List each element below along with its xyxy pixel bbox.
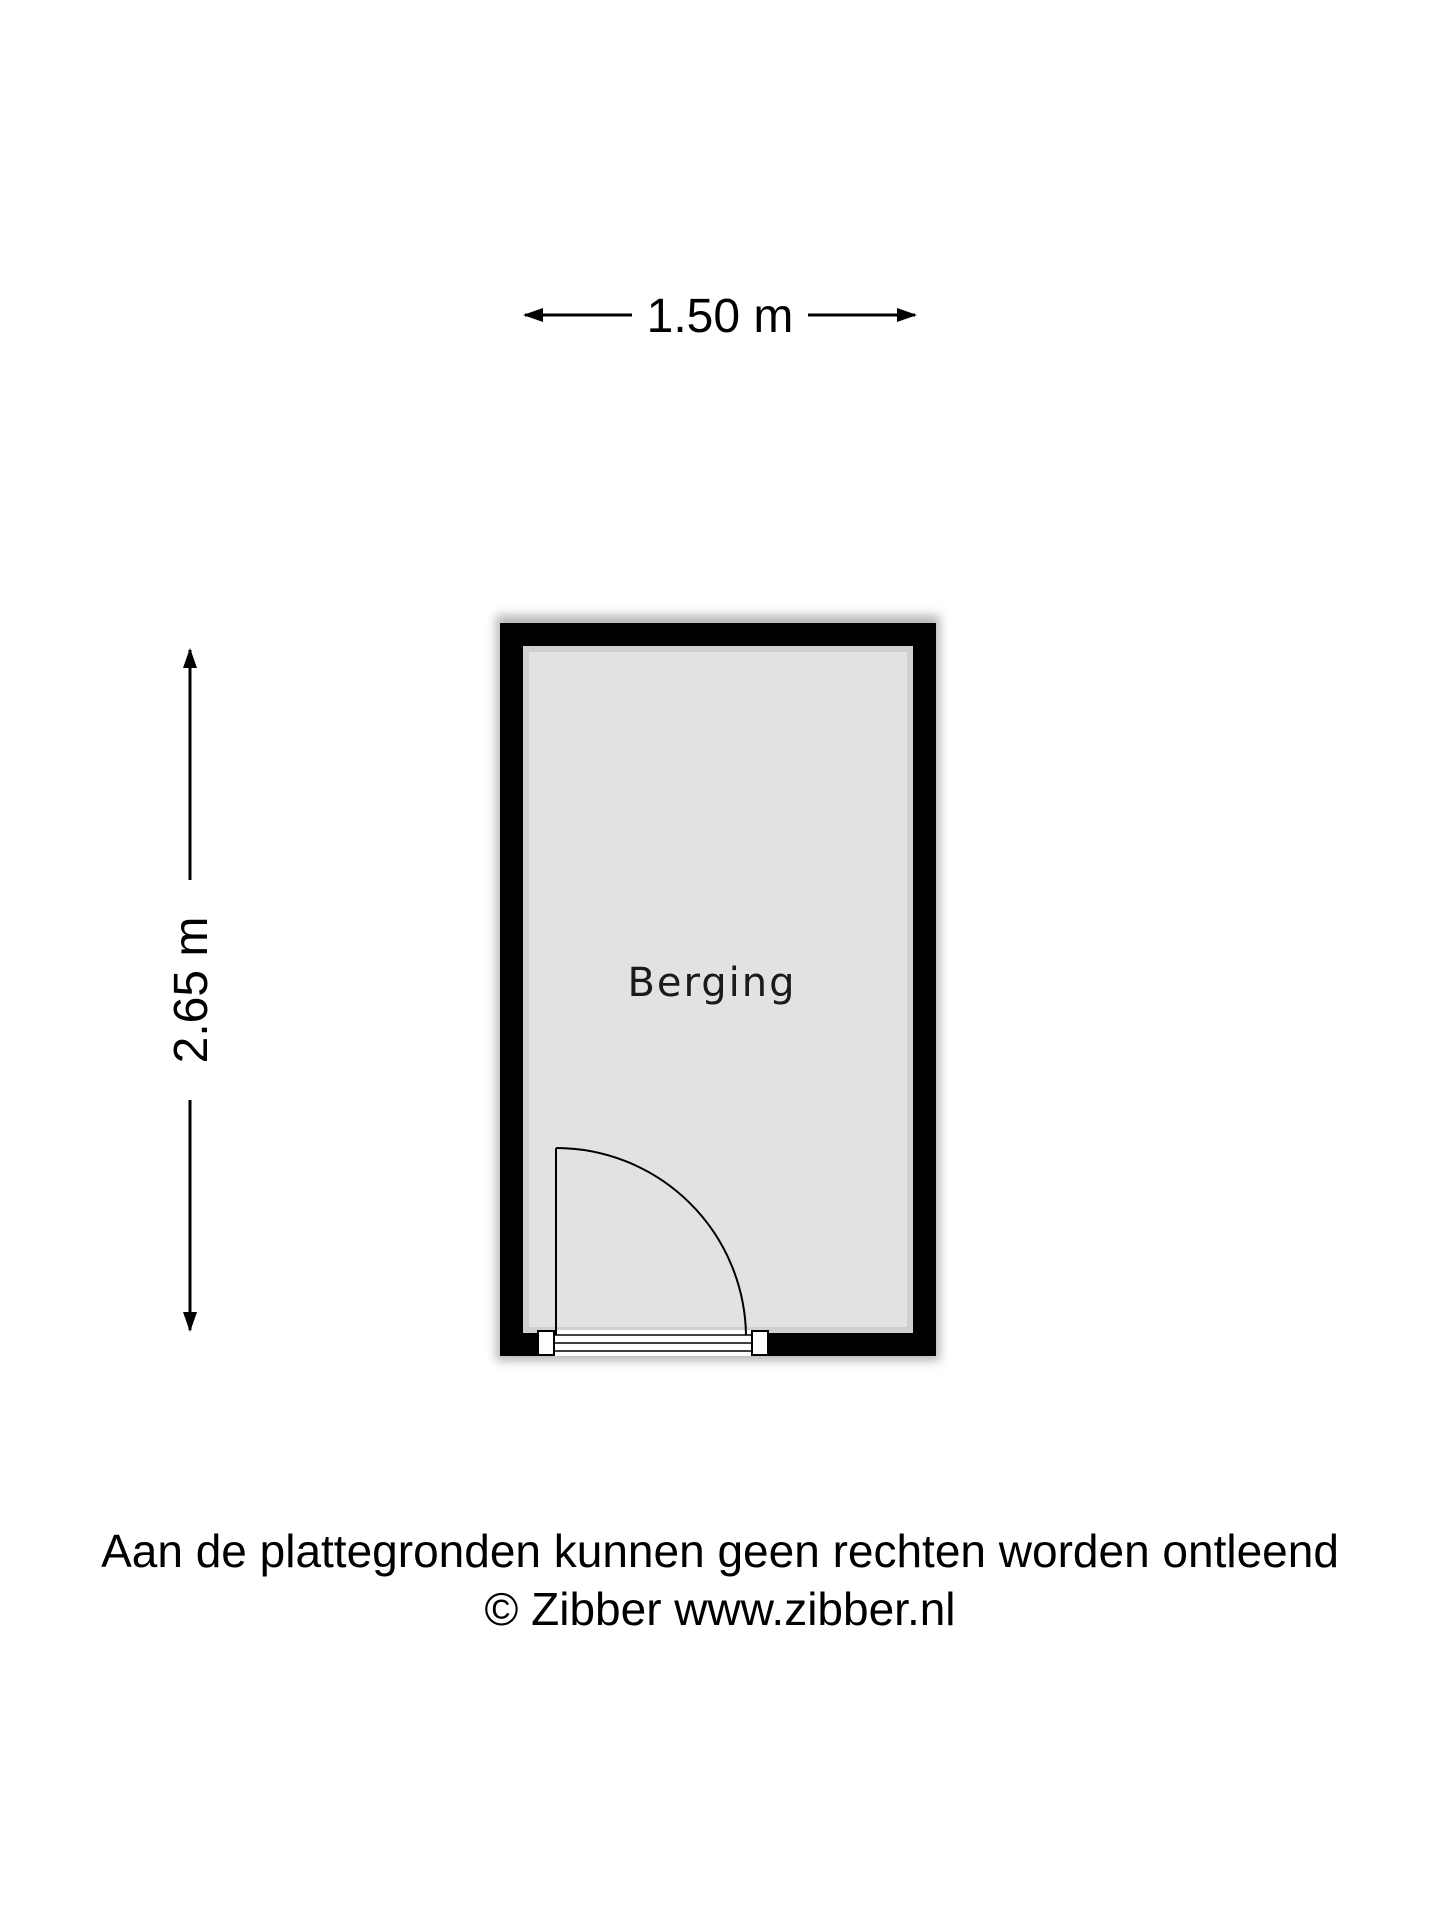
width-dimension [525, 290, 915, 343]
door-jamb-left [538, 1331, 554, 1355]
width-dimension-label: 1.50 m [646, 290, 794, 343]
copyright-text: © Zibber www.zibber.nl [484, 1583, 956, 1635]
door-jamb-right [752, 1331, 768, 1355]
room-label: Berging [627, 960, 797, 1006]
height-dimension-label: 2.65 m [165, 916, 218, 1064]
room-berging [496, 615, 940, 1361]
disclaimer-text: Aan de plattegronden kunnen geen rechten worden ontleend [101, 1525, 1339, 1577]
height-dimension [165, 650, 218, 1330]
